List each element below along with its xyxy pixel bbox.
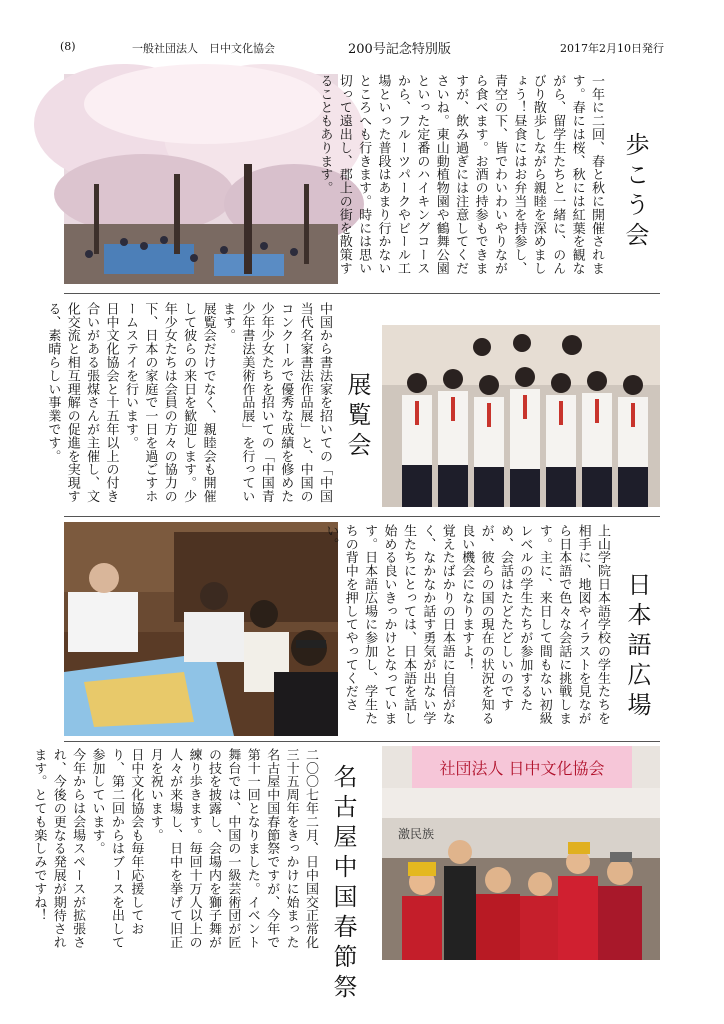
walk-section-title: 歩こう会	[621, 132, 649, 252]
festival-section-title: 名古屋中国春節祭	[329, 764, 357, 1004]
section-divider	[64, 741, 660, 742]
issue-date: 2017年2月10日発行	[560, 42, 664, 55]
tent-sign-text: 激民族	[398, 827, 435, 841]
edition-title: 200号記念特別版	[348, 42, 451, 57]
festival-body-text: 二〇〇七年二月、日中国交正常化三十五周年をきっかけに始まった名古屋中国春節祭ですが、今年で第十一回となりました。イベント舞台では、中国の一級芸術団が匠の技を披露し、会場内を獅子舞が練り歩きます。毎回十万人以上の人々が来場し、日中を挙げて旧正月を祝います。 日中文化協会も毎年応援しており、第二回からはブースを出して参加しています。 今年からは会場スペースが拡張され、今後の更なる発展が期待されます。とても楽しみですね！	[31, 748, 318, 949]
japanese-class-photo	[64, 522, 338, 736]
japanese-section-title: 日本語広場	[623, 572, 651, 722]
festival-banner-text: 社団法人 日中文化協会	[439, 759, 605, 778]
page-number: (8)	[60, 40, 76, 53]
japanese-body-text: 上山学院日本語学校の学生たちを相手に、地図やイラストを見ながら日本語で色々な会話に挑戦します。主に、来日して間もない初級レベルの学生たちが参加するため、会話はたどたどしいのですが、彼らの国の現在の状況を知る良い機会になりますよ！ 覚えたばかりの日本語に自信がなく、なかなか話す勇気が出ない学生たちにとっては、日本語を話し始める良いきっかけとなっています。日本語広場に参加し、学生たちの背中を押してやってください。	[323, 524, 610, 725]
cherry-blossom-photo	[64, 74, 338, 284]
organization-name: 一般社団法人 日中文化協会	[132, 42, 275, 55]
exhibition-group-photo	[382, 325, 660, 507]
spring-festival-photo	[382, 746, 660, 960]
walk-body-text: 一年に二回、春と秋に開催されます。春には桜、秋には紅葉を観ながら、留学生たちと一緒に、のんびり散歩しながら親睦を深めましょう！昼食にはお弁当を持参し、青空の下、皆でわいわいやりながら食べます。お酒の持参もできますが、飲み過ぎには注意してくださいね。東山動植物園や鶴舞公園といった定番のハイキングコースから、フルーツパークやビール工場といった普段はあまり行かないところへも行きます。時には思い切って遠出し、郡上の街を散策することもあります。	[317, 74, 604, 275]
exhibition-section-title: 展覧会	[343, 372, 371, 462]
section-divider	[64, 516, 660, 517]
section-divider	[64, 293, 660, 294]
exhibition-body-text: 中国から書法家を招いての「中国当代名家書法作品展」と、中国のコンクールで優秀な成績を修めた少年少女たちを招いての「中国青少年書法美術作品展」を行っています。 展覧会だけでなく、親睦会も開催して彼らの来日を歓迎します。少年少女たちは会員の方々の協力の下、日本の家庭で一日を過ごすホームステイを行います。 日中文化協会と十五年以上の付き合いがある張煤さんが主催し、文化交流と相互理解の促進を実現する、素晴らしい事業です。	[45, 302, 332, 503]
